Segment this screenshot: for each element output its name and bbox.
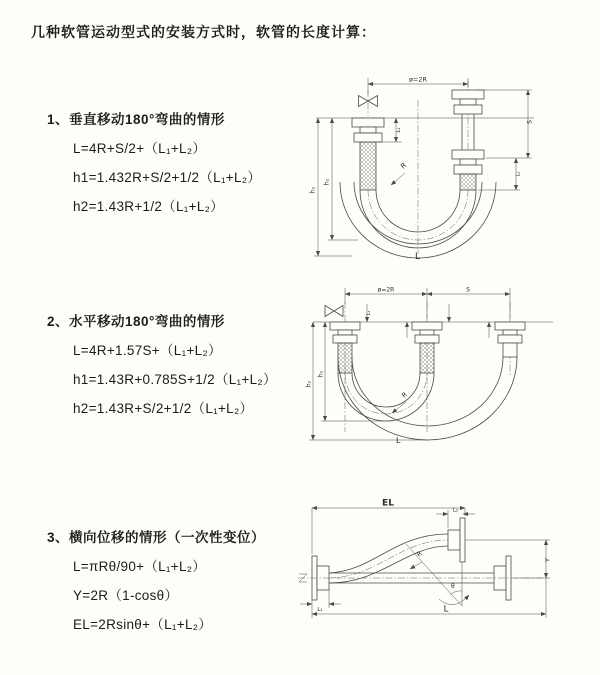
right-flange-fitting-lower [452,150,484,190]
dimension-h1 [324,118,359,240]
label-h2: h₂ [305,380,313,388]
upper-flange [448,518,465,562]
diagram-vertical-180-bend [306,70,548,262]
diagram-lateral-displacement [296,498,562,628]
radius-leader [391,161,408,185]
section-2-heading: 2、水平移动180°弯曲的情形 [47,314,225,329]
label-s: S [526,120,534,124]
label-l-bottom: L [396,436,401,445]
page-title: 几种软管运动型式的安装方式时，软管的长度计算： [31,24,376,40]
label-l2: L₂ [515,171,522,177]
section-3-formula-EL: EL=2Rsinθ+（L₁+L₂） [73,617,213,632]
braided-hose-left [360,142,376,190]
dimension-el [312,499,465,555]
right-flange-fitting [495,322,525,357]
section-1-formula-L: L=4R+S/2+（L₁+L₂） [73,141,207,156]
section-2-formula-h2: h2=1.43R+S/2+1/2（L₁+L₂） [73,401,254,416]
section-1-formula-h2: h2=1.43R+1/2（L₁+L₂） [73,199,224,214]
label-l2: L₂ [452,507,459,514]
dimension-l2 [478,158,522,190]
section-lateral-displacement [47,526,327,633]
middle-flange-fitting [412,322,442,373]
label-el: EL [382,498,394,509]
braided-hose-middle [420,343,434,373]
section-1-heading: 1、垂直移动180°弯曲的情形 [47,112,225,127]
section-vertical-180 [47,108,327,215]
label-r: R [399,161,409,171]
label-theta: θ [451,583,455,590]
label-h1: h₁ [323,178,331,186]
dimension-l1 [300,590,341,613]
braided-hose-left [338,343,352,373]
dimension-s [476,90,534,158]
radius-leader [410,549,424,569]
section-1-formula-h1: h1=1.432R+S/2+1/2（L₁+L₂） [73,170,262,185]
left-flange-fitting [352,118,384,190]
left-flange-fitting [330,322,360,373]
label-h1: h₁ [317,370,325,378]
dimension-l2 [436,508,475,529]
label-l1: L₁ [396,127,402,133]
section-horizontal-180 [47,310,327,417]
braided-hose-right [460,174,476,190]
radius-leader [392,390,409,413]
label-y: Y [543,558,552,562]
label-s: S [466,286,470,294]
section-3-formula-L: L=πRθ/90+（L₁+L₂） [73,559,207,574]
valve-icon [325,306,343,317]
hose-displaced-s-curve [329,534,448,583]
label-span-2r: ø=2R [408,75,428,84]
section-2-formula-L: L=4R+1.57S+（L₁+L₂） [73,343,222,358]
diagram-horizontal-180-bend [303,282,558,452]
dimension-h2 [306,322,430,440]
label-l: L [443,604,449,615]
label-h2: h₂ [309,186,317,194]
label-r: R [400,390,409,400]
label-l1: L₁ [317,607,323,613]
label-l-bottom: L [415,252,421,262]
label-span-2r: ø=2R [377,286,395,294]
dimension-h2 [310,118,353,256]
section-3-heading: 3、横向位移的情形（一次性变位） [47,530,266,545]
section-2-formula-h1: h1=1.43R+0.785S+1/2（L₁+L₂） [73,372,277,387]
label-l1: L₁ [366,310,372,316]
label-r: R [414,549,424,559]
section-3-formula-Y: Y=2R（1-cosθ） [73,588,179,603]
hose-end-right [503,343,517,357]
